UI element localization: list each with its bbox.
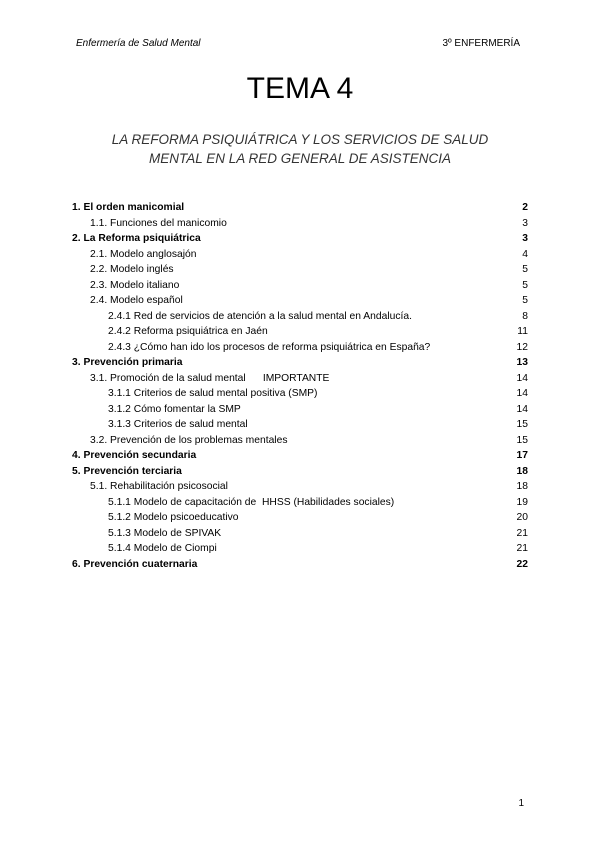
toc-entry[interactable]	[72, 200, 528, 216]
header-course: 3º ENFERMERÍA	[442, 38, 520, 49]
toc-entry-page: 17	[516, 450, 528, 461]
toc-entry-title: 2.1. Modelo anglosajón	[90, 248, 197, 260]
toc-entry-page: 8	[522, 310, 528, 322]
toc-entry-page: 12	[516, 341, 528, 353]
toc-entry[interactable]	[72, 371, 528, 387]
toc-entry-title: 2. La Reforma psiquiátrica	[72, 233, 201, 244]
toc-entry[interactable]	[72, 557, 528, 573]
toc-entry[interactable]	[72, 479, 528, 495]
toc-entry-title: 2.4.2 Reforma psiquiátrica en Jaén	[108, 326, 268, 337]
toc-entry-page: 14	[516, 372, 528, 384]
toc-entry-page: 5	[522, 279, 528, 291]
toc-entry-page: 3	[522, 233, 528, 244]
toc-entry-title: 3.1. Promoción de la salud mental IMPORTANTE	[90, 372, 330, 384]
toc-entry[interactable]	[72, 278, 528, 294]
document-title: TEMA 4	[246, 72, 354, 105]
toc-entry[interactable]	[72, 309, 528, 325]
toc-entry-title: 2.4.1 Red de servicios de atención a la salud mental en Andalucía.	[108, 310, 412, 322]
toc-entry[interactable]	[72, 231, 528, 247]
toc-entry-page: 19	[516, 496, 528, 508]
toc-entry[interactable]	[72, 386, 528, 402]
toc-entry[interactable]	[72, 262, 528, 278]
toc-entry[interactable]	[72, 541, 528, 557]
toc-entry[interactable]	[72, 355, 528, 371]
toc-entry-title: 1.1. Funciones del manicomio	[90, 217, 227, 229]
toc-entry-page: 21	[516, 527, 528, 539]
toc-entry-title: 1. El orden manicomial	[72, 202, 185, 213]
toc-entry-page: 3	[522, 217, 528, 229]
header-subject: Enfermería de Salud Mental	[76, 38, 201, 49]
toc-entry-title: 2.4. Modelo español	[90, 295, 183, 306]
toc-entry-title: 3.1.3 Criterios de salud mental	[108, 419, 248, 430]
toc-entry[interactable]	[72, 293, 528, 309]
toc-entry-title: 5.1. Rehabilitación psicosocial	[90, 481, 228, 492]
toc-entry[interactable]	[72, 464, 528, 480]
toc-entry-title: 3. Prevención primaria	[72, 357, 183, 368]
table-of-contents	[72, 200, 528, 572]
toc-entry-page: 18	[516, 481, 528, 492]
toc-entry-title: 2.4.3 ¿Cómo han ido los procesos de reforma psiquiátrica en España?	[108, 341, 431, 353]
toc-entry[interactable]	[72, 433, 528, 449]
toc-entry[interactable]	[72, 510, 528, 526]
toc-entry-title: 3.2. Prevención de los problemas mentales	[90, 434, 288, 446]
toc-entry-page: 21	[516, 543, 528, 554]
toc-entry-page: 14	[516, 403, 528, 415]
page-number: 1	[518, 798, 524, 809]
document-subtitle	[60, 130, 540, 168]
toc-entry[interactable]	[72, 247, 528, 263]
toc-entry-page: 4	[522, 248, 528, 260]
toc-entry-page: 15	[516, 419, 528, 430]
toc-entry-page: 11	[517, 326, 528, 337]
toc-entry-title: 4. Prevención secundaria	[72, 450, 197, 461]
toc-entry[interactable]	[72, 526, 528, 542]
subtitle-line-2: MENTAL EN LA RED GENERAL DE ASISTENCIA	[148, 151, 452, 166]
toc-entry[interactable]	[72, 495, 528, 511]
toc-entry-title: 3.1.1 Criterios de salud mental positiva (SMP)	[108, 388, 318, 399]
toc-entry-page: 2	[522, 202, 528, 213]
toc-entry-page: 14	[516, 388, 528, 399]
toc-entry-title: 5.1.1 Modelo de capacitación de HHSS (Habilidades sociales)	[108, 496, 395, 508]
toc-entry-title: 3.1.2 Cómo fomentar la SMP	[108, 403, 241, 415]
toc-entry-page: 18	[516, 465, 528, 477]
toc-entry-page: 5	[522, 264, 528, 275]
toc-entry-title: 5. Prevención terciaria	[72, 465, 182, 477]
toc-entry-title: 5.1.3 Modelo de SPIVAK	[108, 527, 222, 539]
toc-entry-page: 13	[516, 357, 528, 368]
toc-entry-page: 5	[522, 295, 528, 306]
toc-entry-title: 2.3. Modelo italiano	[90, 279, 180, 291]
toc-entry-title: 2.2. Modelo inglés	[90, 264, 174, 275]
toc-entry[interactable]	[72, 448, 528, 464]
toc-entry[interactable]	[72, 417, 528, 433]
toc-entry-title: 5.1.4 Modelo de Ciompi	[108, 543, 217, 554]
toc-entry-page: 20	[516, 512, 528, 523]
toc-entry-page: 15	[516, 434, 528, 446]
subtitle-line-1: LA REFORMA PSIQUIÁTRICA Y LOS SERVICIOS DE SALUD	[111, 132, 489, 147]
toc-entry-title: 6. Prevención cuaternaria	[72, 558, 198, 570]
toc-entry-page: 22	[516, 558, 528, 570]
toc-entry[interactable]	[72, 340, 528, 356]
toc-entry[interactable]	[72, 324, 528, 340]
toc-entry[interactable]	[72, 216, 528, 232]
toc-entry-title: 5.1.2 Modelo psicoeducativo	[108, 512, 239, 523]
toc-entry[interactable]	[72, 402, 528, 418]
